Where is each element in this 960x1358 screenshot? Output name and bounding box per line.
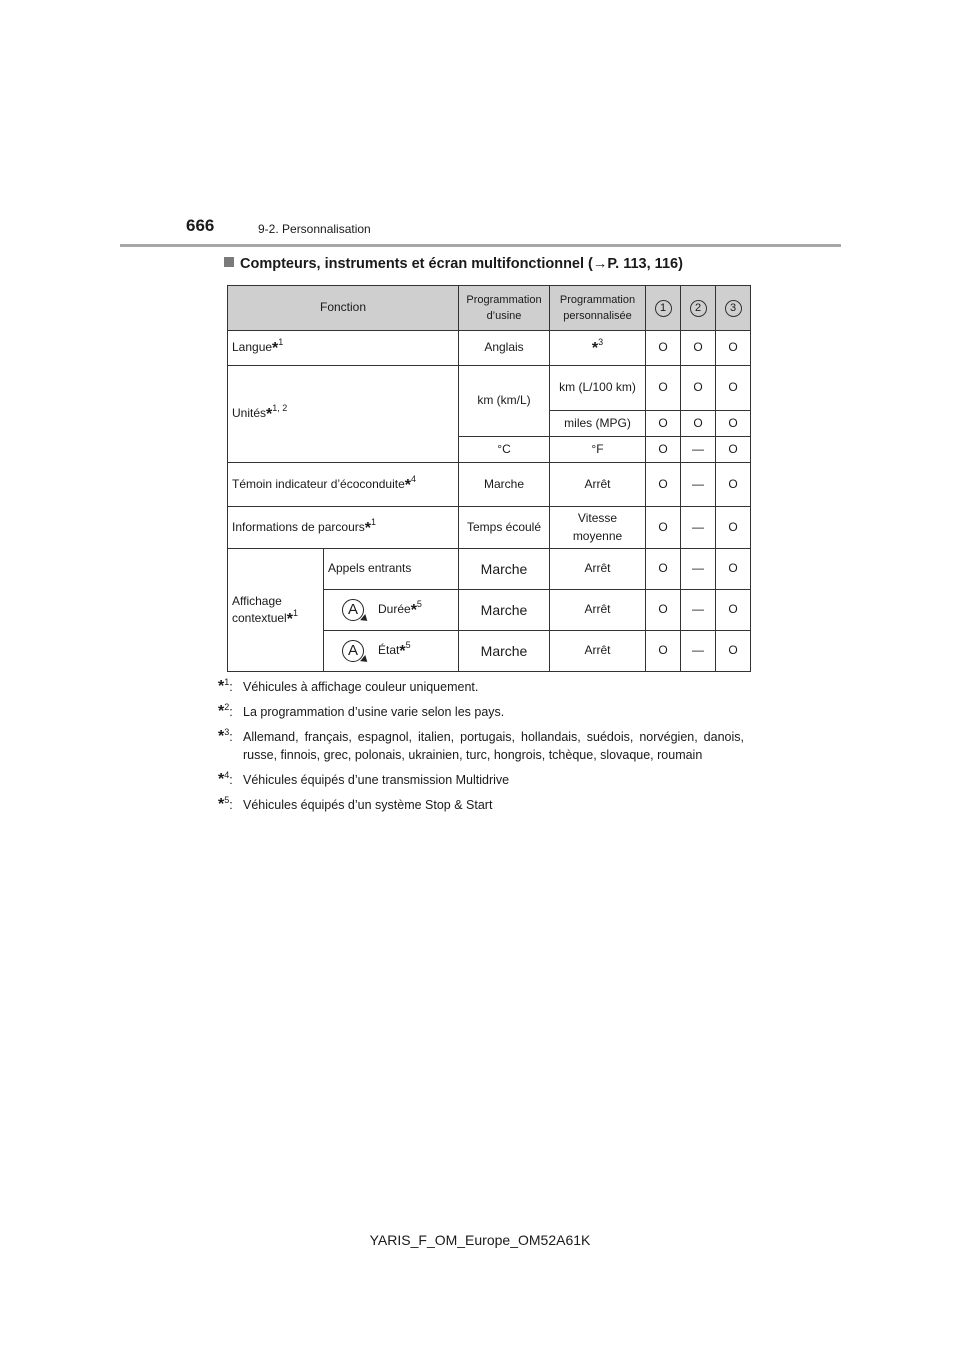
cell-c3: O xyxy=(716,590,751,631)
section-title: 9-2. Personnalisation xyxy=(258,222,371,236)
footnote: *$^4$: Véhicules équipés d’une transmission Multidrive xyxy=(218,770,510,788)
cell-c1: O xyxy=(646,549,681,590)
cell-default: Marche xyxy=(459,590,550,631)
header-col-3 xyxy=(716,286,751,331)
header-prog-usine: Programmation d’usine xyxy=(459,286,550,331)
cell-custom: Arrêt xyxy=(550,631,646,672)
table-row xyxy=(228,549,751,590)
footnote: *$^2$: La programmation d’usine varie selon les pays. xyxy=(218,702,505,720)
cell-c1: O xyxy=(646,507,681,549)
cell-c2: — xyxy=(681,590,716,631)
cell-custom: km (L/100 km) xyxy=(550,366,646,411)
document-code: YARIS_F_OM_Europe_OM52A61K xyxy=(369,1232,591,1248)
cell-default: Anglais xyxy=(459,331,550,366)
footnote: *$^1$: Véhicules à affichage couleur uniquement. xyxy=(218,677,479,695)
cell-custom: °F xyxy=(550,437,646,463)
circled-number-icon: 2 xyxy=(690,300,707,317)
header-col-1 xyxy=(646,286,681,331)
table-row xyxy=(228,366,751,411)
cell-custom: Arrêt xyxy=(550,463,646,507)
cell-c2: — xyxy=(681,463,716,507)
square-bullet-icon xyxy=(224,257,234,267)
sub-label: A Durée*$^5$ xyxy=(324,590,459,631)
cell-c2: — xyxy=(681,437,716,463)
a-badge-icon: A xyxy=(342,599,364,621)
header-divider xyxy=(120,244,841,247)
footnote: *$^5$: Véhicules équipés d’un système Stop & Start xyxy=(218,795,493,813)
cell-c3: O xyxy=(716,366,751,411)
table-header-row xyxy=(228,286,751,331)
cell-custom: Vitesse moyenne xyxy=(550,507,646,549)
table-row xyxy=(228,463,751,507)
circled-number-icon: 1 xyxy=(655,300,672,317)
cell-c1: O xyxy=(646,437,681,463)
cell-c1: O xyxy=(646,411,681,437)
a-badge-icon: A xyxy=(342,640,364,662)
cell-c3: O xyxy=(716,631,751,672)
table-heading: Compteurs, instruments et écran multifonctionnel (→P. 113, 116) xyxy=(224,256,683,272)
cell-default: Marche xyxy=(459,463,550,507)
cell-c3: O xyxy=(716,331,751,366)
row-label: Langue*$^1$ xyxy=(228,331,459,366)
cell-c2: O xyxy=(681,331,716,366)
page-number: 666 xyxy=(186,216,215,235)
header-fonction: Fonction xyxy=(228,286,459,331)
cell-custom: Arrêt xyxy=(550,590,646,631)
table-row xyxy=(228,507,751,549)
row-label: Unités*$^{1, 2}$ xyxy=(228,366,459,463)
cell-c3: O xyxy=(716,549,751,590)
row-label: Témoin indicateur d’écoconduite*$^4$ xyxy=(228,463,459,507)
cell-c3: O xyxy=(716,463,751,507)
cell-custom: miles (MPG) xyxy=(550,411,646,437)
cell-custom: *$^3$ xyxy=(550,331,646,366)
row-label: Affichage contextuel*$^1$ xyxy=(228,549,324,672)
cell-default: Temps écoulé xyxy=(459,507,550,549)
cell-default: km (km/L) xyxy=(459,366,550,437)
footnote: *$^3$: Allemand, français, espagnol, italien, portugais, hollandais, suédois, norvégien, danois, russe, finnois, grec, polonais, ukrainien, turc, hongrois, tchèque, slovaque, roumain xyxy=(218,727,744,762)
cell-c2: O xyxy=(681,411,716,437)
sub-label: Appels entrants xyxy=(324,549,459,590)
header-col-2 xyxy=(681,286,716,331)
cell-c1: O xyxy=(646,331,681,366)
cell-default: Marche xyxy=(459,549,550,590)
cell-c1: O xyxy=(646,590,681,631)
table-row xyxy=(228,331,751,366)
cell-c2: — xyxy=(681,631,716,672)
cell-default: °C xyxy=(459,437,550,463)
settings-table xyxy=(227,285,751,672)
cell-c1: O xyxy=(646,631,681,672)
cell-default: Marche xyxy=(459,631,550,672)
cell-c1: O xyxy=(646,463,681,507)
cell-c3: O xyxy=(716,411,751,437)
cell-c2: — xyxy=(681,549,716,590)
footnotes xyxy=(218,678,744,821)
cell-c2: O xyxy=(681,366,716,411)
cell-c3: O xyxy=(716,507,751,549)
cell-c2: — xyxy=(681,507,716,549)
cell-c3: O xyxy=(716,437,751,463)
cell-c1: O xyxy=(646,366,681,411)
header-prog-perso: Programmation personnalisée xyxy=(550,286,646,331)
cell-custom: Arrêt xyxy=(550,549,646,590)
row-label: Informations de parcours*$^1$ xyxy=(228,507,459,549)
sub-label: A État*$^5$ xyxy=(324,631,459,672)
circled-number-icon: 3 xyxy=(725,300,742,317)
